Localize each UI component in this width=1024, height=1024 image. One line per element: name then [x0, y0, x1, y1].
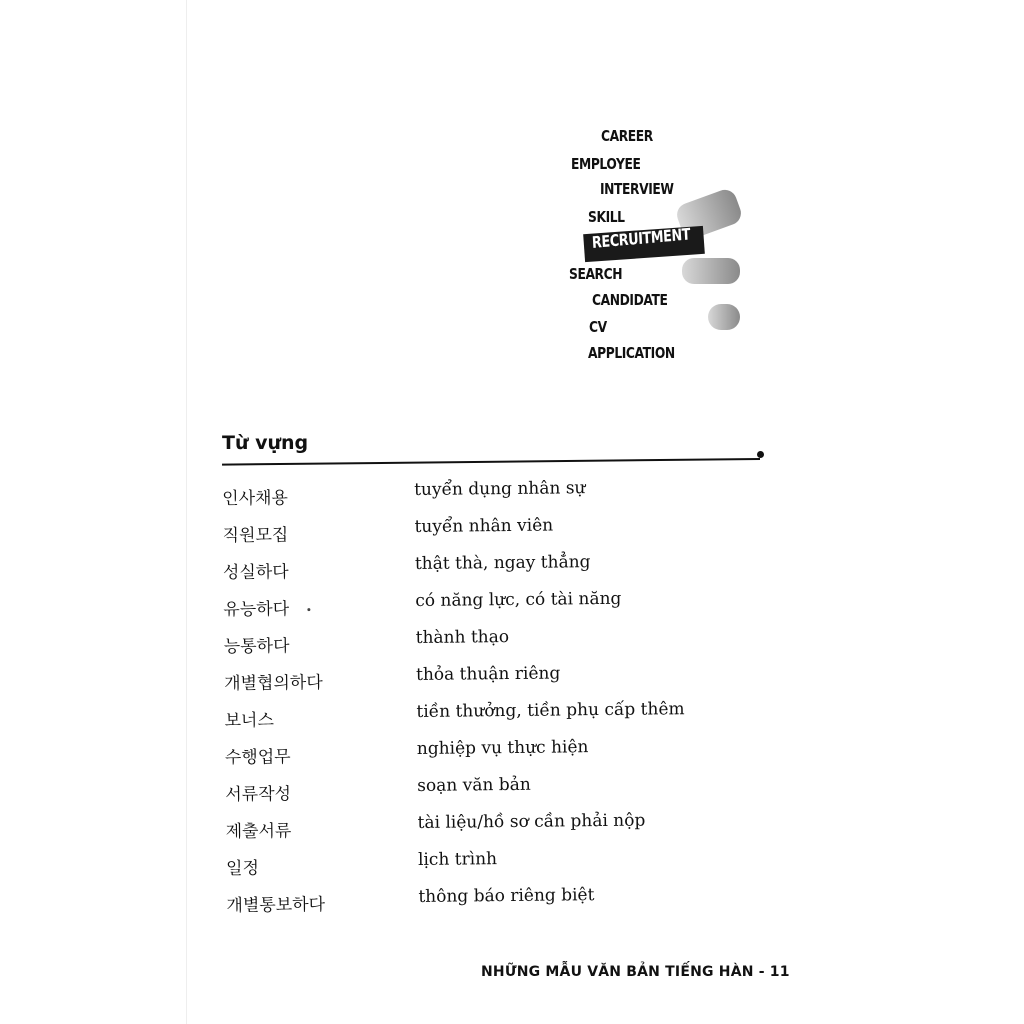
korean-term: 인사채용 — [222, 488, 289, 509]
wordcloud-word-skill: SKILL — [588, 208, 625, 226]
page-footer: NHỮNG MẪU VĂN BẢN TIẾNG HÀN - 11 — [481, 964, 790, 980]
wordcloud-word-recruitment: RECRUITMENT — [591, 224, 691, 252]
vocab-row — [225, 806, 705, 848]
korean-term: 유능하다 — [223, 599, 290, 620]
vocab-row — [224, 658, 704, 700]
vietnamese-meaning: tuyển nhân viên — [414, 515, 554, 537]
vocab-row — [224, 621, 704, 663]
korean-term: 개별협의하다 — [224, 672, 323, 694]
vietnamese-meaning: tiền thưởng, tiền phụ cấp thêm — [416, 699, 685, 722]
vocab-row — [225, 769, 705, 811]
korean-term: 능통하다 — [223, 636, 290, 657]
finger-shape — [682, 258, 740, 284]
vocab-row — [226, 880, 706, 922]
wordcloud-word-employee: EMPLOYEE — [571, 155, 641, 173]
korean-term: 직원모집 — [222, 525, 289, 546]
vietnamese-meaning: nghiệp vụ thực hiện — [416, 737, 589, 759]
korean-term: 개별통보하다 — [226, 894, 326, 916]
divider-dot — [757, 451, 764, 458]
vocabulary-list — [222, 473, 707, 922]
vietnamese-meaning: thật thà, ngay thẳng — [414, 552, 591, 574]
korean-term: 수행업무 — [224, 747, 291, 768]
vietnamese-meaning: lịch trình — [417, 849, 498, 870]
korean-term: 보너스 — [224, 710, 274, 731]
wordcloud-word-application: APPLICATION — [588, 344, 675, 362]
recruitment-word-cloud-image — [560, 118, 740, 388]
vocab-row — [222, 473, 702, 515]
page-gutter-line — [186, 0, 187, 1024]
vietnamese-meaning: thành thạo — [415, 627, 510, 648]
wordcloud-word-search: SEARCH — [569, 265, 623, 283]
vietnamese-meaning: có năng lực, có tài năng — [415, 588, 622, 611]
wordcloud-word-candidate: CANDIDATE — [592, 291, 668, 309]
vietnamese-meaning: thông báo riêng biệt — [418, 885, 595, 907]
vietnamese-meaning: soạn văn bản — [417, 774, 531, 796]
section-title: Từ vựng — [222, 432, 309, 454]
wordcloud-word-interview: INTERVIEW — [600, 180, 674, 198]
finger-shape — [708, 304, 740, 330]
korean-term: 제출서류 — [225, 821, 292, 842]
korean-term: 서류작성 — [225, 784, 292, 805]
vocab-row — [222, 510, 702, 552]
wordcloud-word-cv: CV — [589, 318, 607, 336]
korean-term: 일정 — [225, 858, 260, 879]
vocab-row — [226, 843, 706, 885]
vocab-row — [224, 695, 704, 737]
vietnamese-meaning: tuyển dụng nhân sự — [414, 478, 586, 500]
vocab-row — [223, 584, 703, 626]
korean-term: 성실하다 — [222, 562, 289, 583]
print-speck — [307, 608, 310, 611]
vietnamese-meaning: thỏa thuận riêng — [415, 663, 561, 685]
vocab-row — [225, 732, 705, 774]
vocab-row — [223, 547, 703, 589]
wordcloud-word-career: CAREER — [601, 127, 653, 145]
section-divider — [222, 458, 760, 466]
vietnamese-meaning: tài liệu/hồ sơ cần phải nộp — [417, 810, 646, 833]
